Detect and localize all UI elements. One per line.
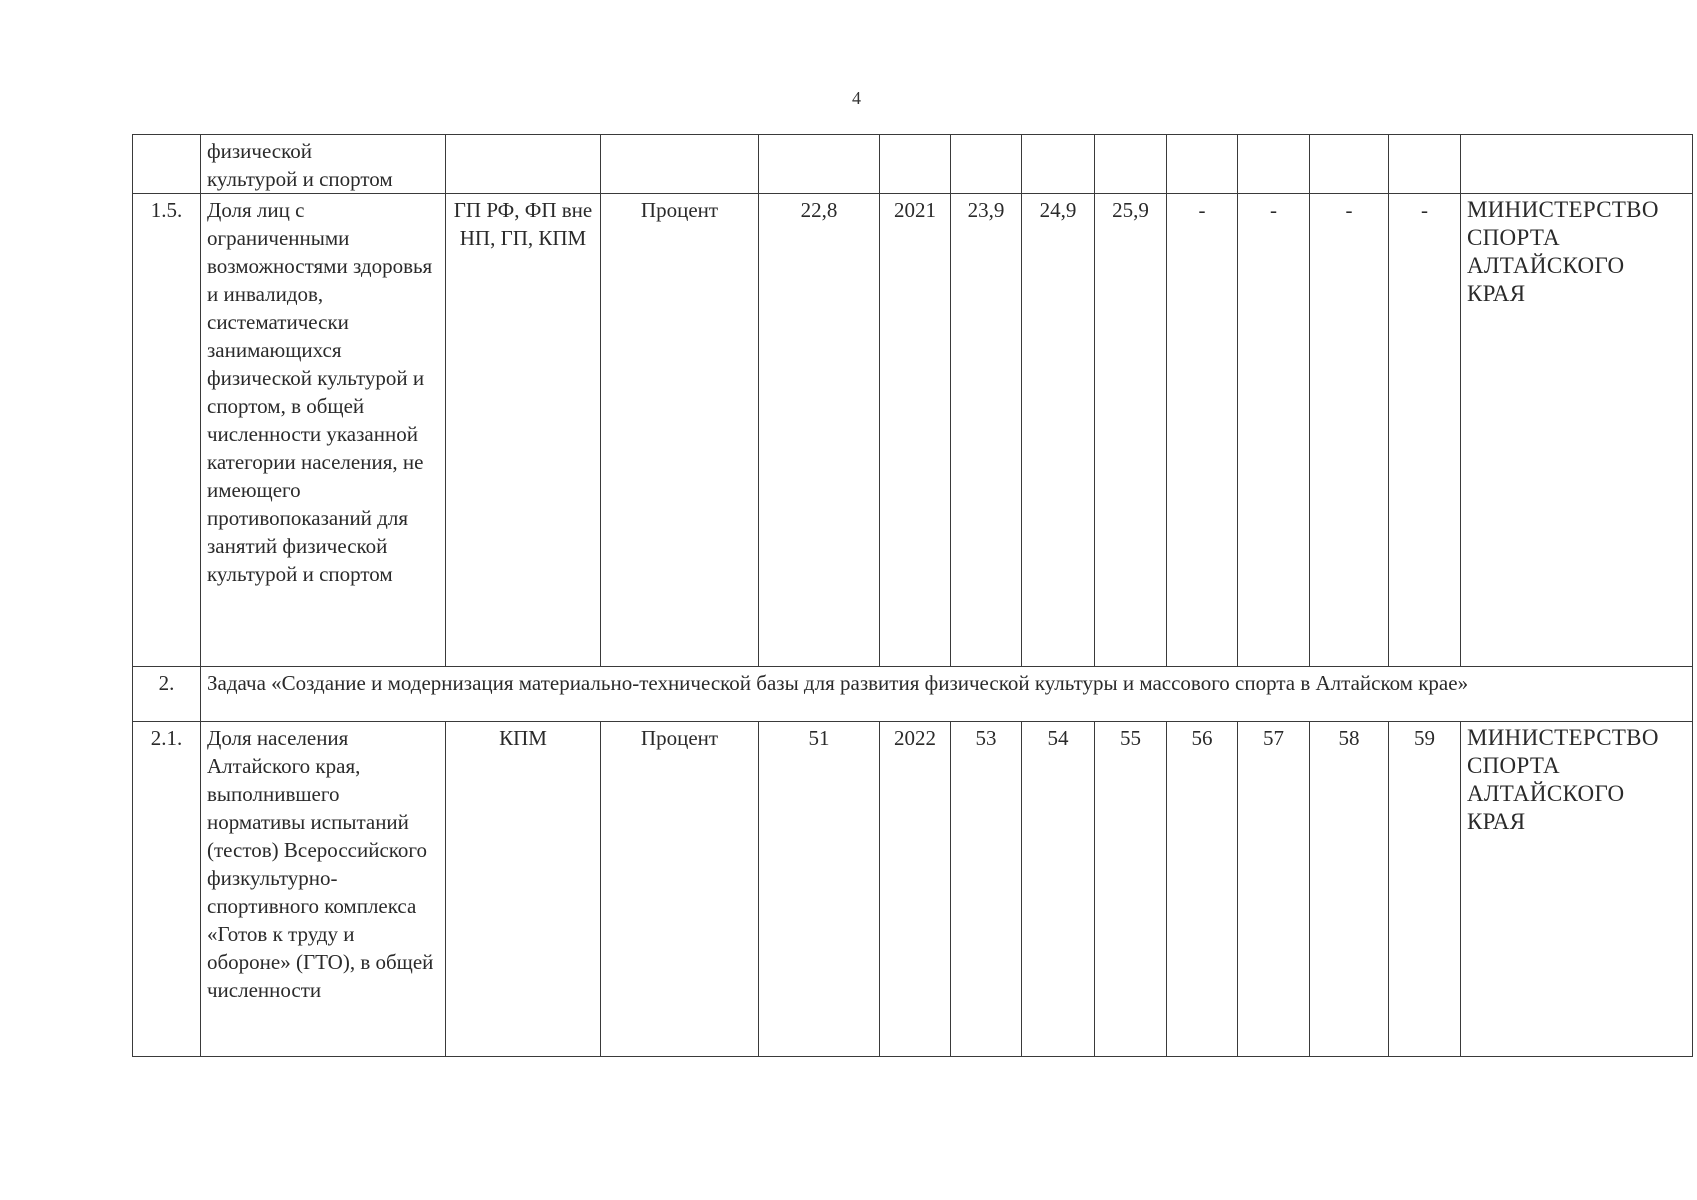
cell-value: - [1238,194,1310,667]
cell-indicator-name: Доля населения Алтайского края, выполнившего нормативы испытаний (тестов) Всероссийского физкультурно-спортивного комплекса «Готов к труду и обороне» (ГТО), в общей численности [201,722,446,1057]
cell-num: 1.5. [133,194,201,667]
cell-num: 2. [133,667,201,722]
cell-value: 56 [1167,722,1238,1057]
cell-responsible: МИНИСТЕРСТВО СПОРТА АЛТАЙСКОГО КРАЯ [1461,722,1693,1057]
cell-value: 58 [1310,722,1389,1057]
task-title: Задача «Создание и модернизация материально-технической базы для развития физической культуры и массового спорта в Алтайском крае» [201,667,1693,722]
page-number: 4 [852,88,861,108]
cell-value: 54 [1022,722,1095,1057]
cell-base-year: 2021 [880,194,951,667]
cell-base-year [880,135,951,194]
cell-source: ГП РФ, ФП вне НП, ГП, КПМ [446,194,601,667]
table-row-2-1 [133,722,1693,1057]
cell-responsible [1461,135,1693,194]
cell-responsible: МИНИСТЕРСТВО СПОРТА АЛТАЙСКОГО КРАЯ [1461,194,1693,667]
cell-base-year: 2022 [880,722,951,1057]
cell-value [1310,135,1389,194]
cell-indicator-name: физической культурой и спортом [201,135,446,194]
cell-source: КПМ [446,722,601,1057]
cell-unit: Процент [601,194,759,667]
table-row-continuation [133,135,1693,194]
cell-value [1095,135,1167,194]
cell-value [1167,135,1238,194]
table-row-task-2 [133,667,1693,722]
table-row-1-5 [133,194,1693,667]
cell-value: 53 [951,722,1022,1057]
cell-base-value: 51 [759,722,880,1057]
cell-value: 23,9 [951,194,1022,667]
cell-source [446,135,601,194]
cell-value [1389,135,1461,194]
cell-unit [601,135,759,194]
cell-value: 59 [1389,722,1461,1057]
cell-value: 24,9 [1022,194,1095,667]
indicators-table [132,134,1693,1057]
cell-value [1022,135,1095,194]
cell-value: - [1167,194,1238,667]
cell-value [951,135,1022,194]
cell-base-value: 22,8 [759,194,880,667]
cell-indicator-name: Доля лиц с ограниченными возможностями здоровья и инвалидов, систематически занимающихся физической культурой и спортом, в общей численности указанной категории населения, не имеющего противопоказаний для занятий физической культурой и спортом [201,194,446,667]
cell-num [133,135,201,194]
cell-base-value [759,135,880,194]
cell-unit: Процент [601,722,759,1057]
cell-num: 2.1. [133,722,201,1057]
cell-value: - [1389,194,1461,667]
cell-value: 57 [1238,722,1310,1057]
cell-value: - [1310,194,1389,667]
cell-value: 25,9 [1095,194,1167,667]
cell-value [1238,135,1310,194]
cell-value: 55 [1095,722,1167,1057]
